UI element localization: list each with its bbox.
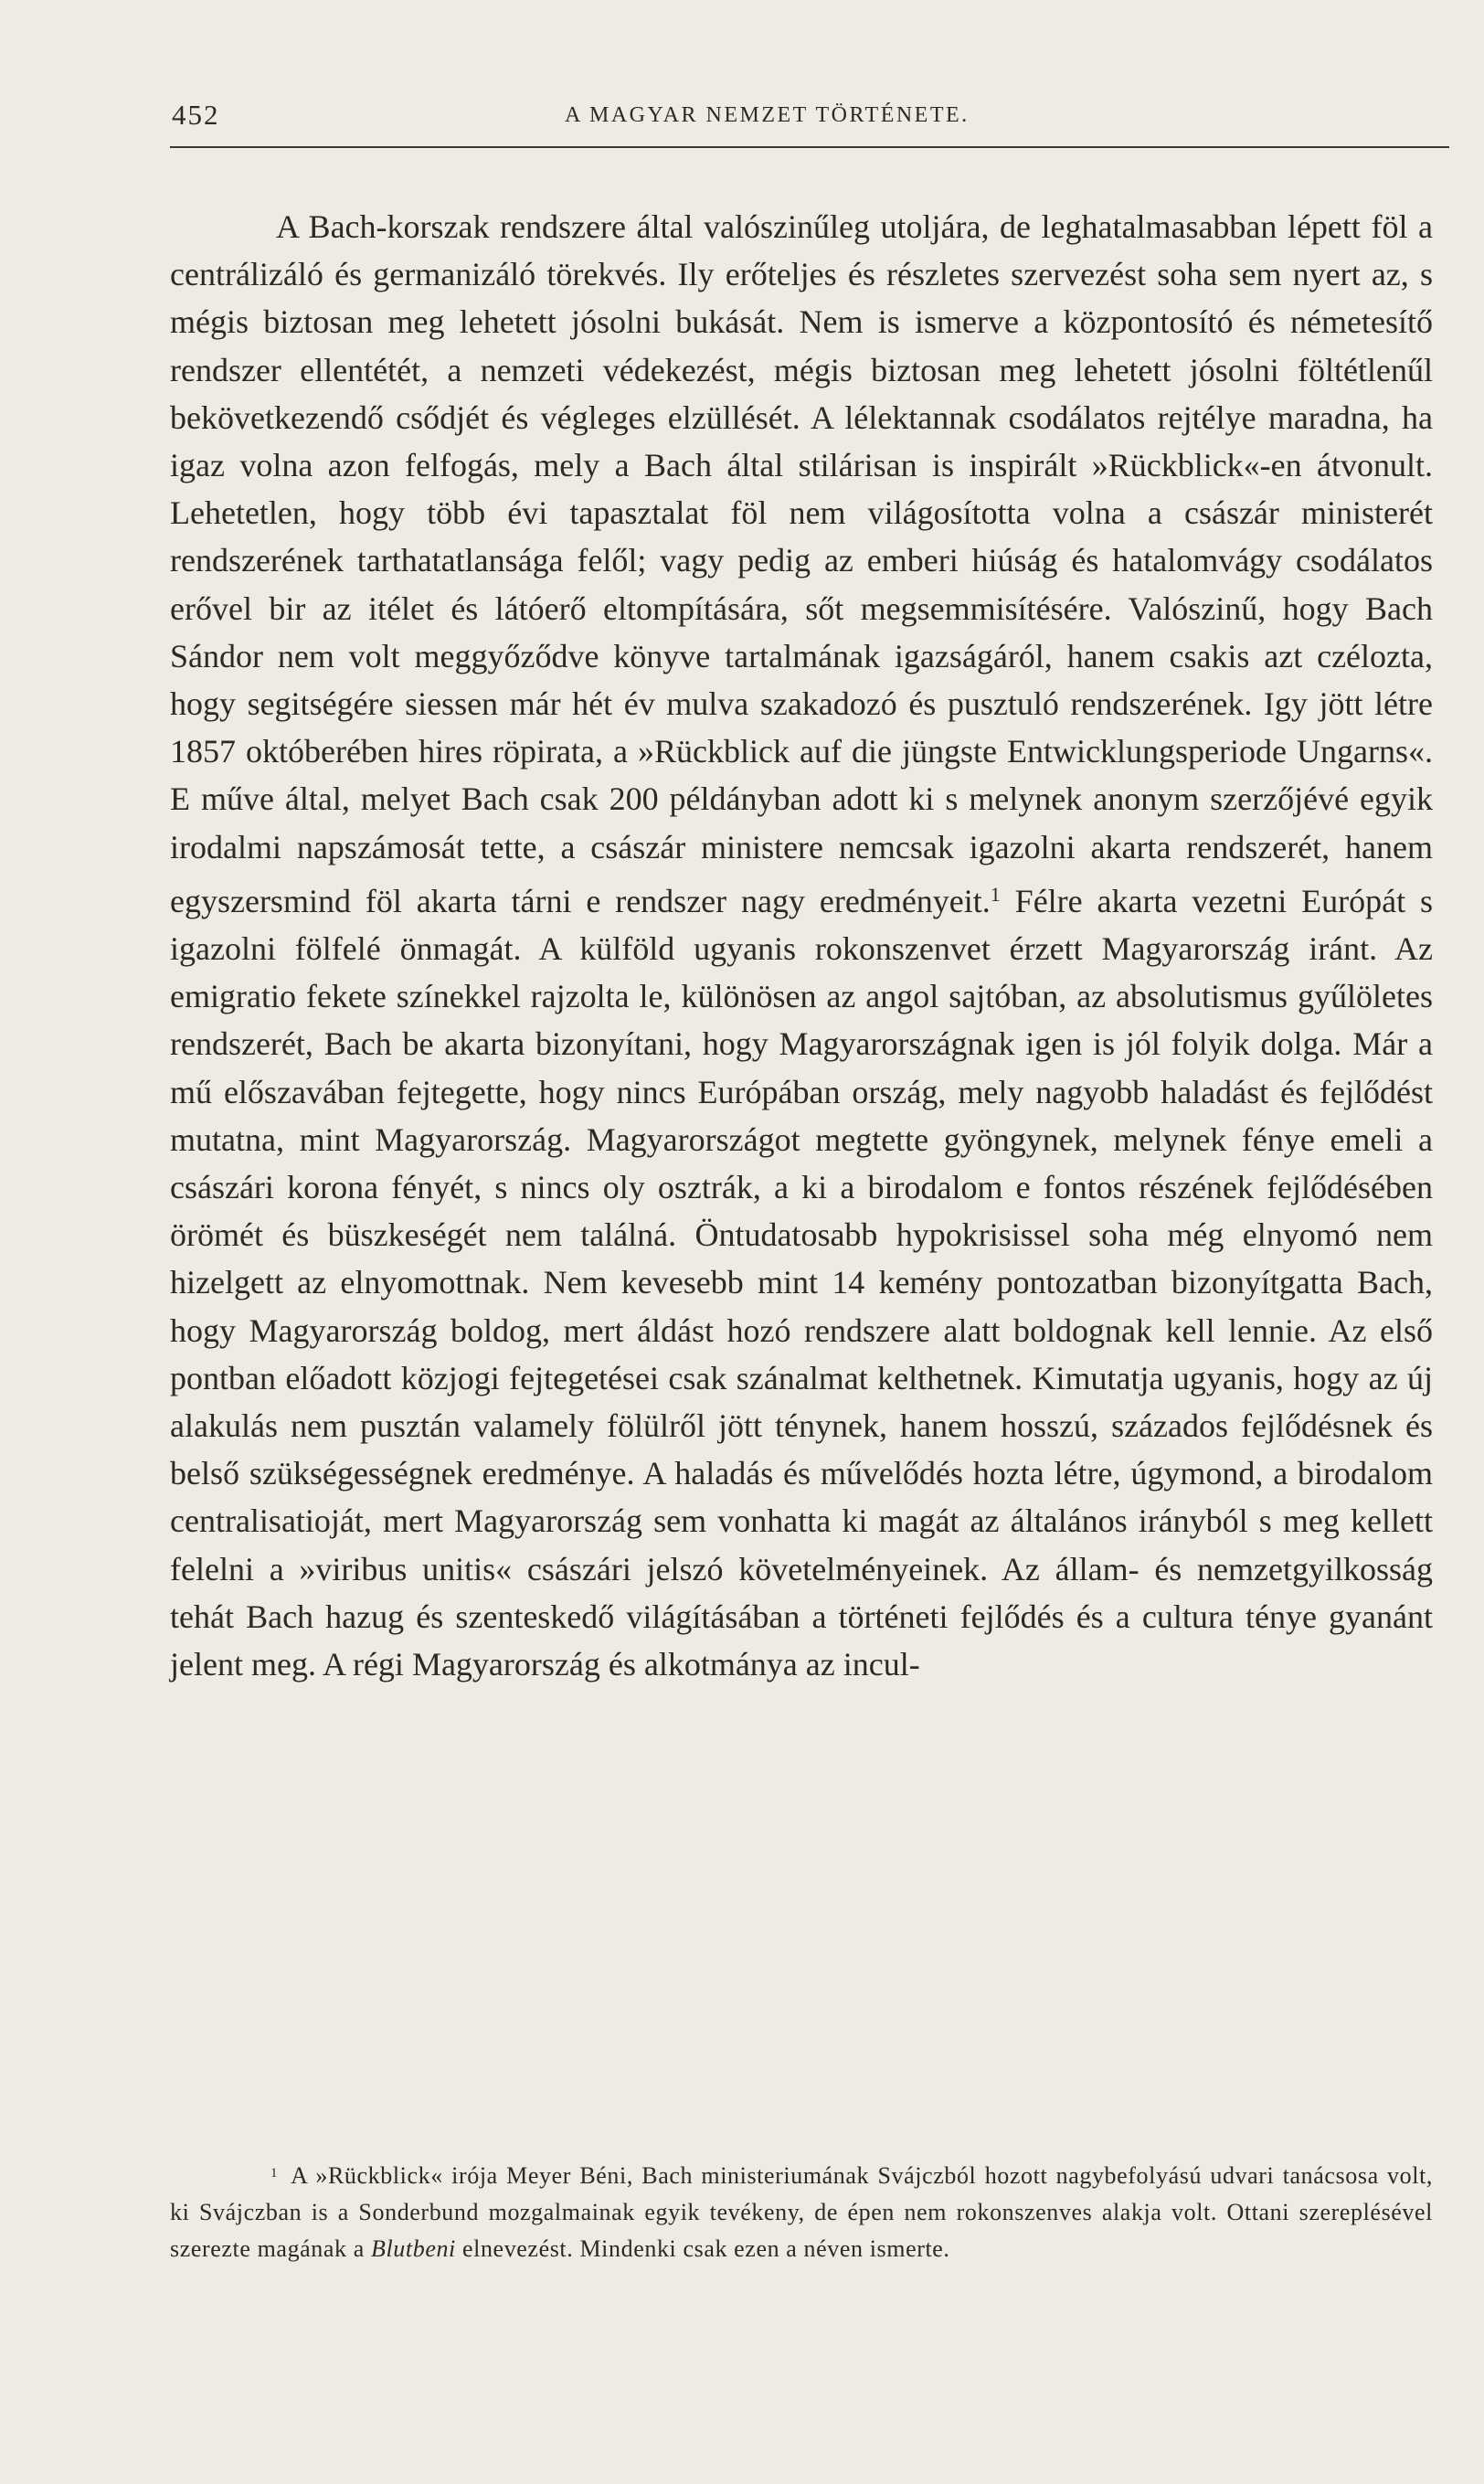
footnote-text-start: A »Rückblick« irója Meyer Béni, Bach ministeriumának Svájczból hozott nagybefolyású udvari tanácsosa volt, ki Svájczban is a Sonderbund mozgalmainak egyik tevékeny, de épen nem rokonszenves alakja volt. Ottani szereplésével szerezte magának a <box>170 2162 1433 2262</box>
text-before-note: A Bach-korszak rendszere által valószinűleg utoljára, de leghatalmasabban lépett föl a centrálizáló és germanizáló törekvés. Ily erőteljes és részletes szervezést soha sem nyert az, s mégis biztosan meg lehetett jósolni bukását. Nem is ismerve a központosító és németesítő rendszer ellentétét, a nemzeti védekezést, mégis biztosan meg lehetett jósolni föltétlenűl bekövetkezendő csődjét és végleges elzüllését. A lélektannak csodálatos rejtélye maradna, ha igaz volna azon felfogás, mely a Bach által stilárisan is inspirált »Rückblick«-en átvonult. Lehetetlen, hogy több évi tapasztalat föl nem világosította volna a császár ministerét rendszerének tarthatatlansága felől; vagy pedig az emberi hiúság és hatalomvágy csodálatos erővel bir az itélet és látóerő eltompítására, sőt megsemmisítésére. Valószinű, hogy Bach Sándor nem volt meggyőződve könyve tartalmának igazságáról, hanem csakis azt czélozta, hogy segitségére siessen már hét év mulva szakadozó és pusztuló rendszerének. Igy jött létre 1857 októberében hires röpirata, a »Rückblick auf die jüngste Entwicklungsperiode Ungarns«. E műve által, melyet Bach csak 200 példányban adott ki s melynek anonym szerzőjévé egyik irodalmi napszámosát tette, a császár ministere nemcsak igazolni akarta rendszerét, hanem egyszersmind föl akarta tárni e rendszer nagy eredményeit. <box>170 208 1433 919</box>
footnote-nickname: Blutbeni <box>370 2235 456 2262</box>
footnote-marker: 1 <box>270 2166 279 2181</box>
page-number: 452 <box>172 99 220 131</box>
paragraph <box>170 203 1433 1688</box>
text-after-note: Félre akarta vezetni Európát s igazolni fölfelé önmagát. A külföld ugyanis rokonszenvet érzett Magyarország iránt. Az emigratio fekete színekkel rajzolta le, különösen az angol sajtóban, az absolutismus gyűlöletes rendszerét, Bach be akarta bizonyítani, hogy Magyarországnak igen is jól folyik dolga. Már a mű előszavában fejtegette, hogy nincs Európában ország, mely nagyobb haladást és fejlődést mutatna, mint Magyarország. Magyarországot megtette gyöngynek, melynek fénye emeli a császári korona fényét, s nincs oly osztrák, a ki a birodalom e fontos részének fejlődésében örömét és büszkeségét nem találná. Öntudatosabb hypokrisissel soha még elnyomó nem hizelgett az elnyomottnak. Nem kevesebb mint 14 kemény pontozatban bizonyítgatta Bach, hogy Magyarország boldog, mert áldást hozó rendszere alatt boldognak kell lennie. Az első pontban előadott közjogi fejtegetései csak szánalmat kelthetnek. Kimutatja ugyanis, hogy az új alakulás nem pusztán valamely fölülről jött ténynek, hanem hosszú, százados fejlődésnek és belső szükségességnek eredménye. A haladás és művelődés hozta létre, úgymond, a birodalom centralisatioját, mert Magyarország sem vonhatta ki magát az általános irányból s meg kellett felelni a »viribus unitis« császári jelszó követelményeinek. Az állam- és nemzetgyilkosság tehát Bach hazug és szenteskedő világításában a történeti fejlődés és a cultura ténye gyanánt jelent meg. A régi Magyarország és alkotmánya az incul- <box>170 882 1434 1683</box>
running-title: A MAGYAR NEMZET TÖRTÉNETE. <box>565 103 970 127</box>
footnote-text-end: elnevezést. Mindenki csak ezen a néven ismerte. <box>455 2235 950 2262</box>
footnote <box>170 2155 1433 2267</box>
header-rule <box>170 146 1449 148</box>
footnote-reference[interactable]: 1 <box>990 882 1001 906</box>
page-header <box>170 99 1433 139</box>
footnote-paragraph <box>170 2155 1433 2267</box>
main-text <box>170 203 1433 1688</box>
